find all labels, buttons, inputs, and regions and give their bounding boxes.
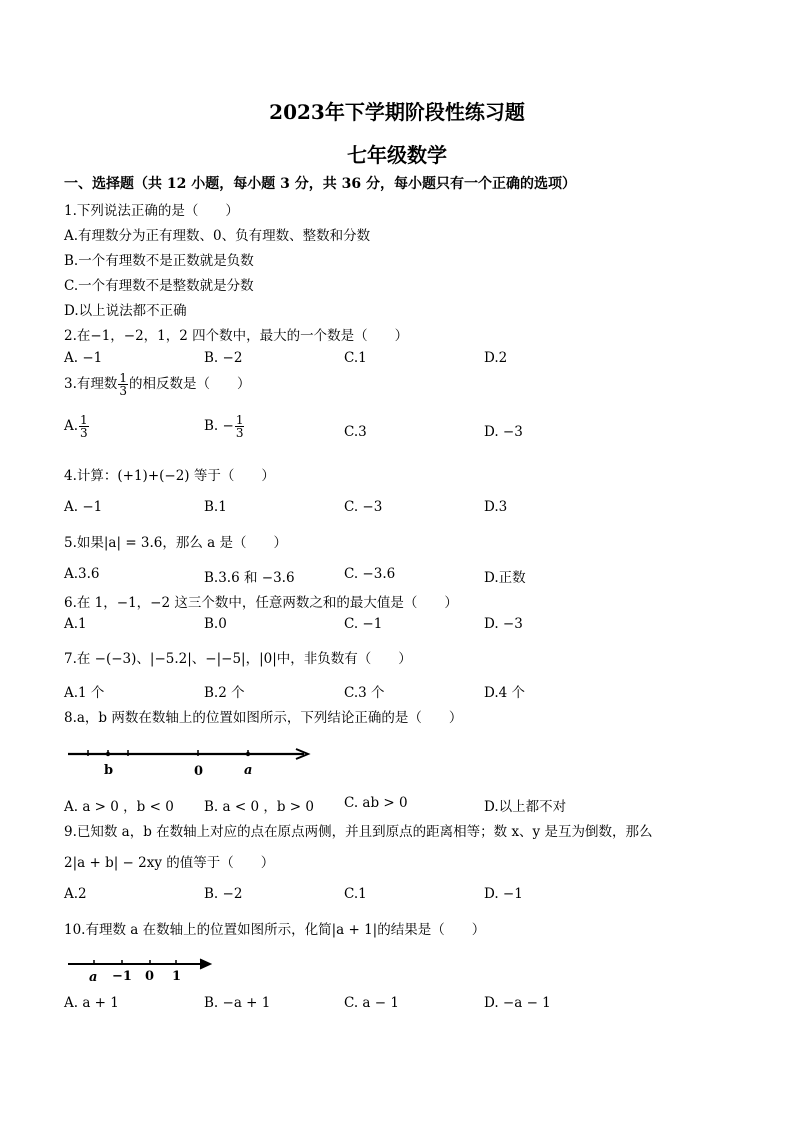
question-1-stem: 1.下列说法正确的是（ ） — [64, 203, 239, 219]
question-4-option-c: C. −3 — [344, 499, 383, 515]
question-10-option-d: D. −a − 1 — [484, 995, 551, 1011]
arrow-icon — [200, 959, 211, 969]
question-3-option-a: A. $\frac{1}{3}$ — [64, 413, 88, 440]
question-3-option-b: B. − $\frac{1}{3}$ — [204, 413, 244, 440]
question-6-option-d: D. −3 — [484, 616, 523, 632]
question-2-option-d: D.2 — [484, 350, 508, 366]
question-1-option-d: D.以上说法都不正确 — [64, 303, 187, 319]
question-7-option-d: D.4 个 — [484, 685, 526, 701]
question-2-option-a: A. −1 — [64, 350, 103, 366]
question-5-option-c: C. −3.6 — [344, 566, 396, 582]
question-3-stem-pre: 3.有理数 — [64, 376, 118, 392]
axis-label-0: 0 — [145, 969, 155, 984]
fraction-one-third: $\frac{1}{3}$ — [235, 413, 244, 440]
question-10-option-b: B. −a + 1 — [204, 995, 271, 1011]
question-9-option-c: C.1 — [344, 886, 367, 902]
fraction-one-third: $\frac{1}{3}$ — [80, 413, 88, 440]
fraction-one-third: $\frac{1}{3}$ — [119, 371, 128, 398]
axis-label-b: b — [104, 763, 114, 778]
page-title: 2023年下学期阶段性练习题 — [269, 100, 525, 124]
question-9-option-a: A.2 — [64, 886, 87, 902]
question-5-option-a: A.3.6 — [64, 566, 100, 582]
question-7-option-b: B.2 个 — [204, 685, 245, 701]
point-b — [106, 752, 110, 756]
question-5-option-d: D.正数 — [484, 570, 526, 586]
question-10-option-c: C. a − 1 — [344, 995, 399, 1011]
question-4-option-b: B.1 — [204, 499, 227, 515]
question-1-option-b: B.一个有理数不是正数就是负数 — [64, 253, 254, 269]
section-heading: 一、选择题（共 12 小题，每小题 3 分，共 36 分，每小题只有一个正确的选项） — [64, 176, 576, 192]
question-1-option-a: A.有理数分为正有理数、0、负有理数、整数和分数 — [64, 228, 371, 244]
question-3-stem — [64, 372, 251, 397]
number-line-figure-8 — [64, 742, 314, 782]
question-7-stem: 7.在 −(−3)、|−5.2|、−|−5|，|0|中，非负数有（ ） — [64, 651, 412, 667]
axis-label-a: a — [89, 970, 98, 985]
question-7-option-a: A.1 个 — [64, 685, 105, 701]
axis-label-a: a — [244, 763, 253, 778]
question-5-stem: 5.如果|a| = 3.6，那么 a 是（ ） — [64, 535, 288, 551]
question-4-option-d: D.3 — [484, 499, 508, 515]
question-3-option-d: D. −3 — [484, 424, 523, 440]
question-4-option-a: A. −1 — [64, 499, 103, 515]
question-6-option-c: C. −1 — [344, 616, 383, 632]
question-7-option-c: C.3 个 — [344, 685, 385, 701]
question-1-option-c: C.一个有理数不是整数就是分数 — [64, 278, 254, 294]
question-6-option-a: A.1 — [64, 616, 87, 632]
question-9-option-d: D. −1 — [484, 886, 523, 902]
axis-label-0: 0 — [194, 764, 204, 779]
question-9-option-b: B. −2 — [204, 886, 243, 902]
question-9-stem-line1: 9.已知数 a，b 在数轴上对应的点在原点两侧，并且到原点的距离相等；数 x、y 是互为倒数，那么 — [64, 824, 653, 840]
question-6-stem: 6.在 1，−1，−2 这三个数中，任意两数之和的最大值是（ ） — [64, 595, 458, 611]
question-2-option-c: C.1 — [344, 350, 367, 366]
question-3-option-c: C.3 — [344, 424, 367, 440]
axis-label-1: 1 — [172, 969, 182, 984]
question-9-stem-line2: 2|a + b| − 2xy 的值等于（ ） — [64, 855, 275, 871]
question-5-option-b: B.3.6 和 −3.6 — [204, 570, 295, 586]
question-2-stem: 2.在−1，−2，1，2 四个数中，最大的一个数是（ ） — [64, 328, 409, 344]
question-8-option-c: C. ab > 0 — [344, 795, 408, 811]
question-6-option-b: B.0 — [204, 616, 227, 632]
axis-label-neg1: −1 — [112, 969, 132, 984]
question-8-stem: 8.a，b 两数在数轴上的位置如图所示，下列结论正确的是（ ） — [64, 710, 463, 726]
question-10-option-a: A. a + 1 — [64, 995, 119, 1011]
question-2-option-b: B. −2 — [204, 350, 243, 366]
number-line-figure-10 — [64, 950, 224, 986]
question-4-stem: 4.计算：(+1)+(−2) 等于（ ） — [64, 468, 275, 484]
question-10-stem: 10.有理数 a 在数轴上的位置如图所示，化简|a + 1|的结果是（ ） — [64, 922, 486, 938]
question-8-option-b: B. a < 0 ，b > 0 — [204, 799, 314, 815]
question-8-option-a: A. a > 0 ，b < 0 — [64, 799, 174, 815]
point-a — [246, 752, 250, 756]
page-subtitle: 七年级数学 — [347, 143, 447, 167]
question-3-stem-post: 的相反数是（ ） — [129, 376, 251, 392]
question-8-option-d: D.以上都不对 — [484, 799, 567, 815]
